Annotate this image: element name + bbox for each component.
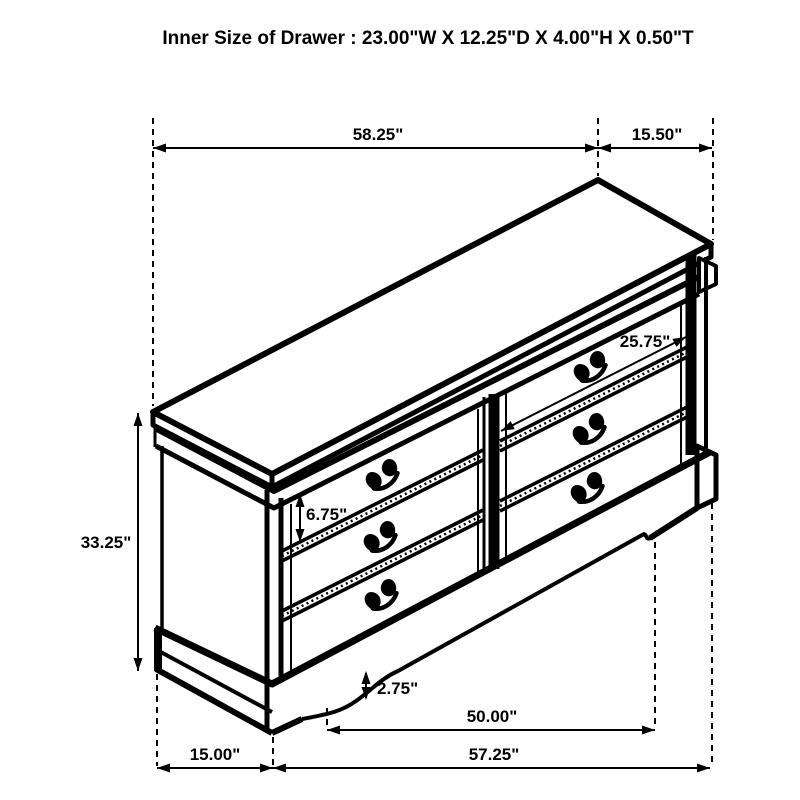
dim-top-length-label: 58.25" bbox=[352, 125, 404, 144]
drawer-handle bbox=[359, 519, 401, 556]
dresser-drawing bbox=[153, 180, 716, 733]
base-bottom-right-foot bbox=[650, 508, 697, 538]
base-arch-cutout bbox=[302, 534, 651, 719]
dim-drawer-height bbox=[296, 494, 348, 542]
dim-top bbox=[153, 125, 712, 153]
dim-bottom bbox=[157, 745, 710, 773]
base-bottom-left-foot bbox=[272, 719, 302, 733]
dim-base-width-label: 57.25" bbox=[468, 745, 520, 764]
dim-top-depth-label: 15.50" bbox=[631, 125, 683, 144]
drawer-handle bbox=[360, 577, 402, 614]
dim-foot-height-label: 2.75" bbox=[377, 679, 419, 698]
dim-drawer-height-label: 6.75" bbox=[306, 505, 348, 524]
dim-height bbox=[81, 413, 143, 671]
dim-feet-span bbox=[327, 707, 655, 735]
figure-title: Inner Size of Drawer : 23.00"W X 12.25"D X 4.00"H X 0.50"T bbox=[162, 28, 694, 49]
drawer-handle bbox=[568, 411, 610, 448]
dim-feet-span-label: 50.00" bbox=[466, 707, 518, 726]
dim-base-depth-label: 15.00" bbox=[189, 745, 241, 764]
dim-overall-height-label: 33.25" bbox=[80, 533, 132, 552]
dim-drawer-diagonal-label: 25.75" bbox=[619, 332, 671, 351]
